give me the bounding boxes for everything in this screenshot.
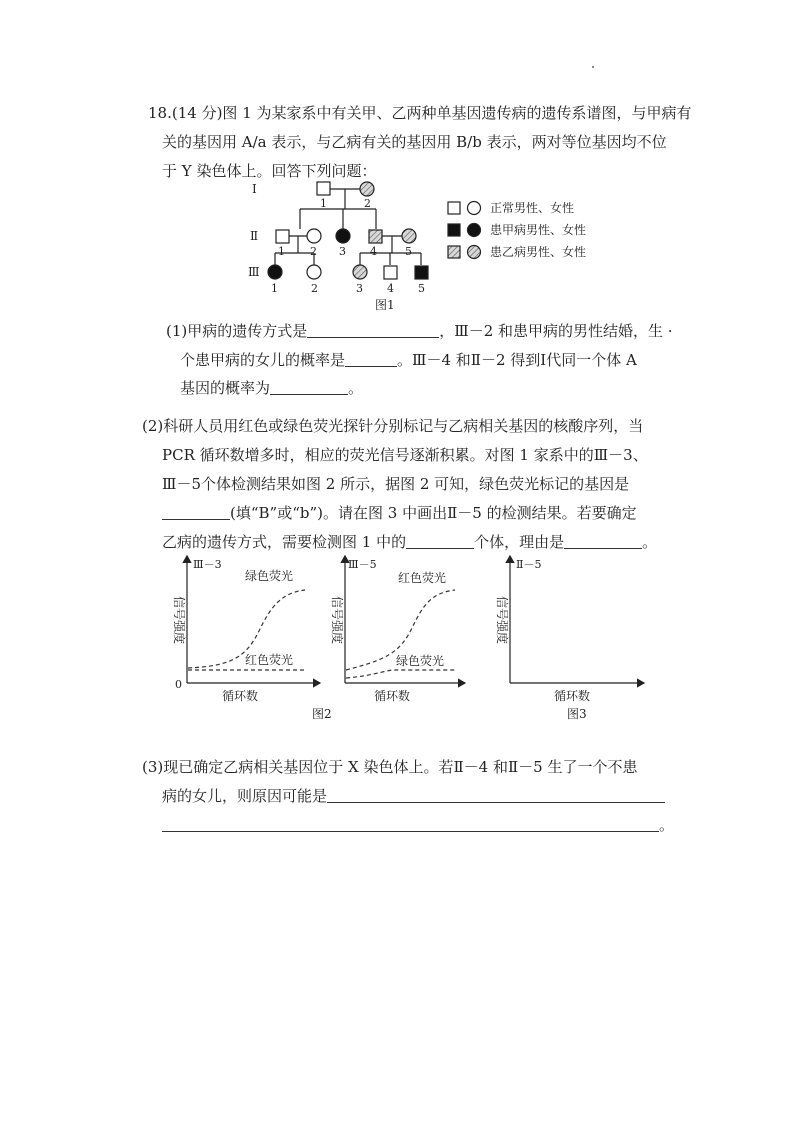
figure1-caption: 图1: [375, 298, 395, 312]
label-II-5: 5: [405, 245, 412, 258]
legend-jia-female-icon: [468, 224, 481, 237]
chart-a-high-label: 绿色荧光: [245, 569, 294, 583]
chart-a-ylabel: 信号强度: [172, 596, 186, 645]
chart-b-title: Ⅲ－5: [348, 558, 377, 571]
question-intro-line2: 关的基因用 A/a 表示，与乙病有关的基因用 B/b 表示，两对等位基因均不位: [162, 133, 667, 151]
label-I-1: 1: [320, 197, 327, 210]
chart-a-title: Ⅲ－3: [193, 558, 222, 571]
label-III-2: 2: [311, 282, 318, 295]
legend-normal-female-icon: [468, 202, 481, 215]
legend-jia-label: 患甲病男性、女性: [490, 223, 587, 237]
chart-a-xlabel: 循环数: [222, 689, 259, 703]
pedigree-II-4-yi-male: [369, 230, 382, 243]
pedigree-II-3-jia-female: [336, 229, 350, 243]
pedigree-II-5-yi-female: [402, 229, 416, 243]
part3-line1: (3)现已确定乙病相关基因位于 X 染色体上。若Ⅱ－4 和Ⅱ－5 生了一个不患: [142, 758, 638, 776]
figure1-pedigree: [240, 175, 610, 320]
figure2-figure3-charts: [160, 548, 660, 728]
part2-line1: (2)科研人员用红色或绿色荧光探针分别标记与乙病相关基因的核酸序列，当: [142, 417, 644, 435]
part2-line5: 乙病的遗传方式，需要检测图 1 中的 个体，理由是 。: [162, 533, 658, 551]
legend-yi-label: 患乙病男性、女性: [490, 245, 587, 259]
pedigree-II-2-normal-female: [307, 229, 321, 243]
part1-line1: (1)甲病的遗传方式是 ，Ⅲ－2 和患甲病的男性结婚，生 ·: [166, 322, 673, 340]
legend-normal-label: 正常男性、女性: [490, 201, 575, 215]
blank-reason-part3-a[interactable]: [327, 788, 665, 803]
part3-line2: 病的女儿，则原因可能是: [162, 786, 665, 806]
label-III-1: 1: [271, 282, 278, 295]
question-points: (14 分): [171, 104, 223, 122]
chart-b-xlabel: 循环数: [374, 689, 411, 703]
question-intro-line3: 于 Y 染色体上。回答下列问题：: [162, 162, 377, 180]
pedigree-I-2-yi-female: [360, 182, 374, 196]
label-I-2: 2: [364, 197, 371, 210]
pedigree-III-3-yi-female: [353, 265, 367, 279]
pedigree-III-2-normal-female: [307, 265, 321, 279]
chart-c-xlabel: 循环数: [554, 689, 591, 703]
chart-b-low-label: 绿色荧光: [396, 654, 445, 668]
blank-inheritance-mode[interactable]: [307, 323, 439, 338]
label-III-5: 5: [418, 282, 425, 295]
part2-line2: PCR 循环数增多时，相应的荧光信号逐渐积累。对图 1 家系中的Ⅲ－3、: [162, 446, 648, 464]
pedigree-III-5-jia-male: [415, 266, 428, 279]
legend-jia-male-icon: [448, 224, 460, 236]
part2-line3: Ⅲ－5个体检测结果如图 2 所示，据图 2 可知，绿色荧光标记的基因是: [162, 475, 630, 493]
label-II-1: 1: [278, 245, 285, 258]
chart-III-5: [330, 556, 465, 703]
part1-line2: 个患甲病的女儿的概率是 。Ⅲ－4 和Ⅱ－2 得到Ⅰ代同一个体 A: [180, 351, 637, 369]
scan-speck: [592, 66, 594, 68]
label-II-2: 2: [310, 245, 317, 258]
part2-line4: (填“B”或“b”)。请在图 3 中画出Ⅱ－5 的检测结果。若要确定: [162, 503, 637, 523]
part3-line3: 。: [162, 815, 674, 835]
blank-probability-daughter[interactable]: [345, 352, 397, 367]
chart-c-ylabel: 信号强度: [495, 596, 509, 645]
blank-individual-to-test[interactable]: [406, 534, 474, 549]
gen-label-I: Ⅰ: [252, 182, 257, 196]
chart-b-high-label: 红色荧光: [398, 571, 447, 585]
label-II-3: 3: [339, 245, 346, 258]
pedigree-I-1-normal-male: [317, 182, 330, 195]
pedigree-III-4-normal-male: [384, 266, 397, 279]
chart-a-origin: 0: [175, 678, 182, 691]
pedigree-II-1-normal-male: [276, 230, 289, 243]
blank-probability-A-gene[interactable]: [270, 380, 348, 395]
figure3-caption: 图3: [567, 707, 587, 721]
blank-reason-part3-b[interactable]: [162, 817, 659, 832]
chart-c-title: Ⅱ－5: [516, 558, 542, 571]
chart-a-low-label: 红色荧光: [245, 653, 294, 667]
chart-II-5-empty: [495, 556, 644, 721]
part1-line3: 基因的概率为 。: [180, 379, 364, 397]
gen-label-II: Ⅱ: [250, 229, 259, 243]
question-number: 18.: [148, 104, 172, 122]
blank-green-gene[interactable]: [162, 505, 230, 520]
legend-normal-male-icon: [448, 202, 460, 214]
chart-b-ylabel: 信号强度: [330, 596, 344, 645]
chart-III-3: [172, 556, 320, 703]
legend-yi-female-icon: [468, 246, 481, 259]
label-II-4: 4: [370, 245, 377, 258]
question-intro-line1: 18.(14 分)图 1 为某家系中有关甲、乙两种单基因遗传病的遗传系谱图，与甲病有: [148, 104, 692, 122]
label-III-3: 3: [356, 282, 363, 295]
label-III-4: 4: [387, 282, 394, 295]
legend-yi-male-icon: [448, 246, 460, 258]
chart-b-green-line: [346, 670, 455, 678]
gen-label-III: Ⅲ: [248, 265, 260, 279]
pedigree-III-1-jia-female: [268, 265, 282, 279]
blank-reason[interactable]: [564, 534, 642, 549]
figure2-caption: 图2: [312, 707, 332, 721]
